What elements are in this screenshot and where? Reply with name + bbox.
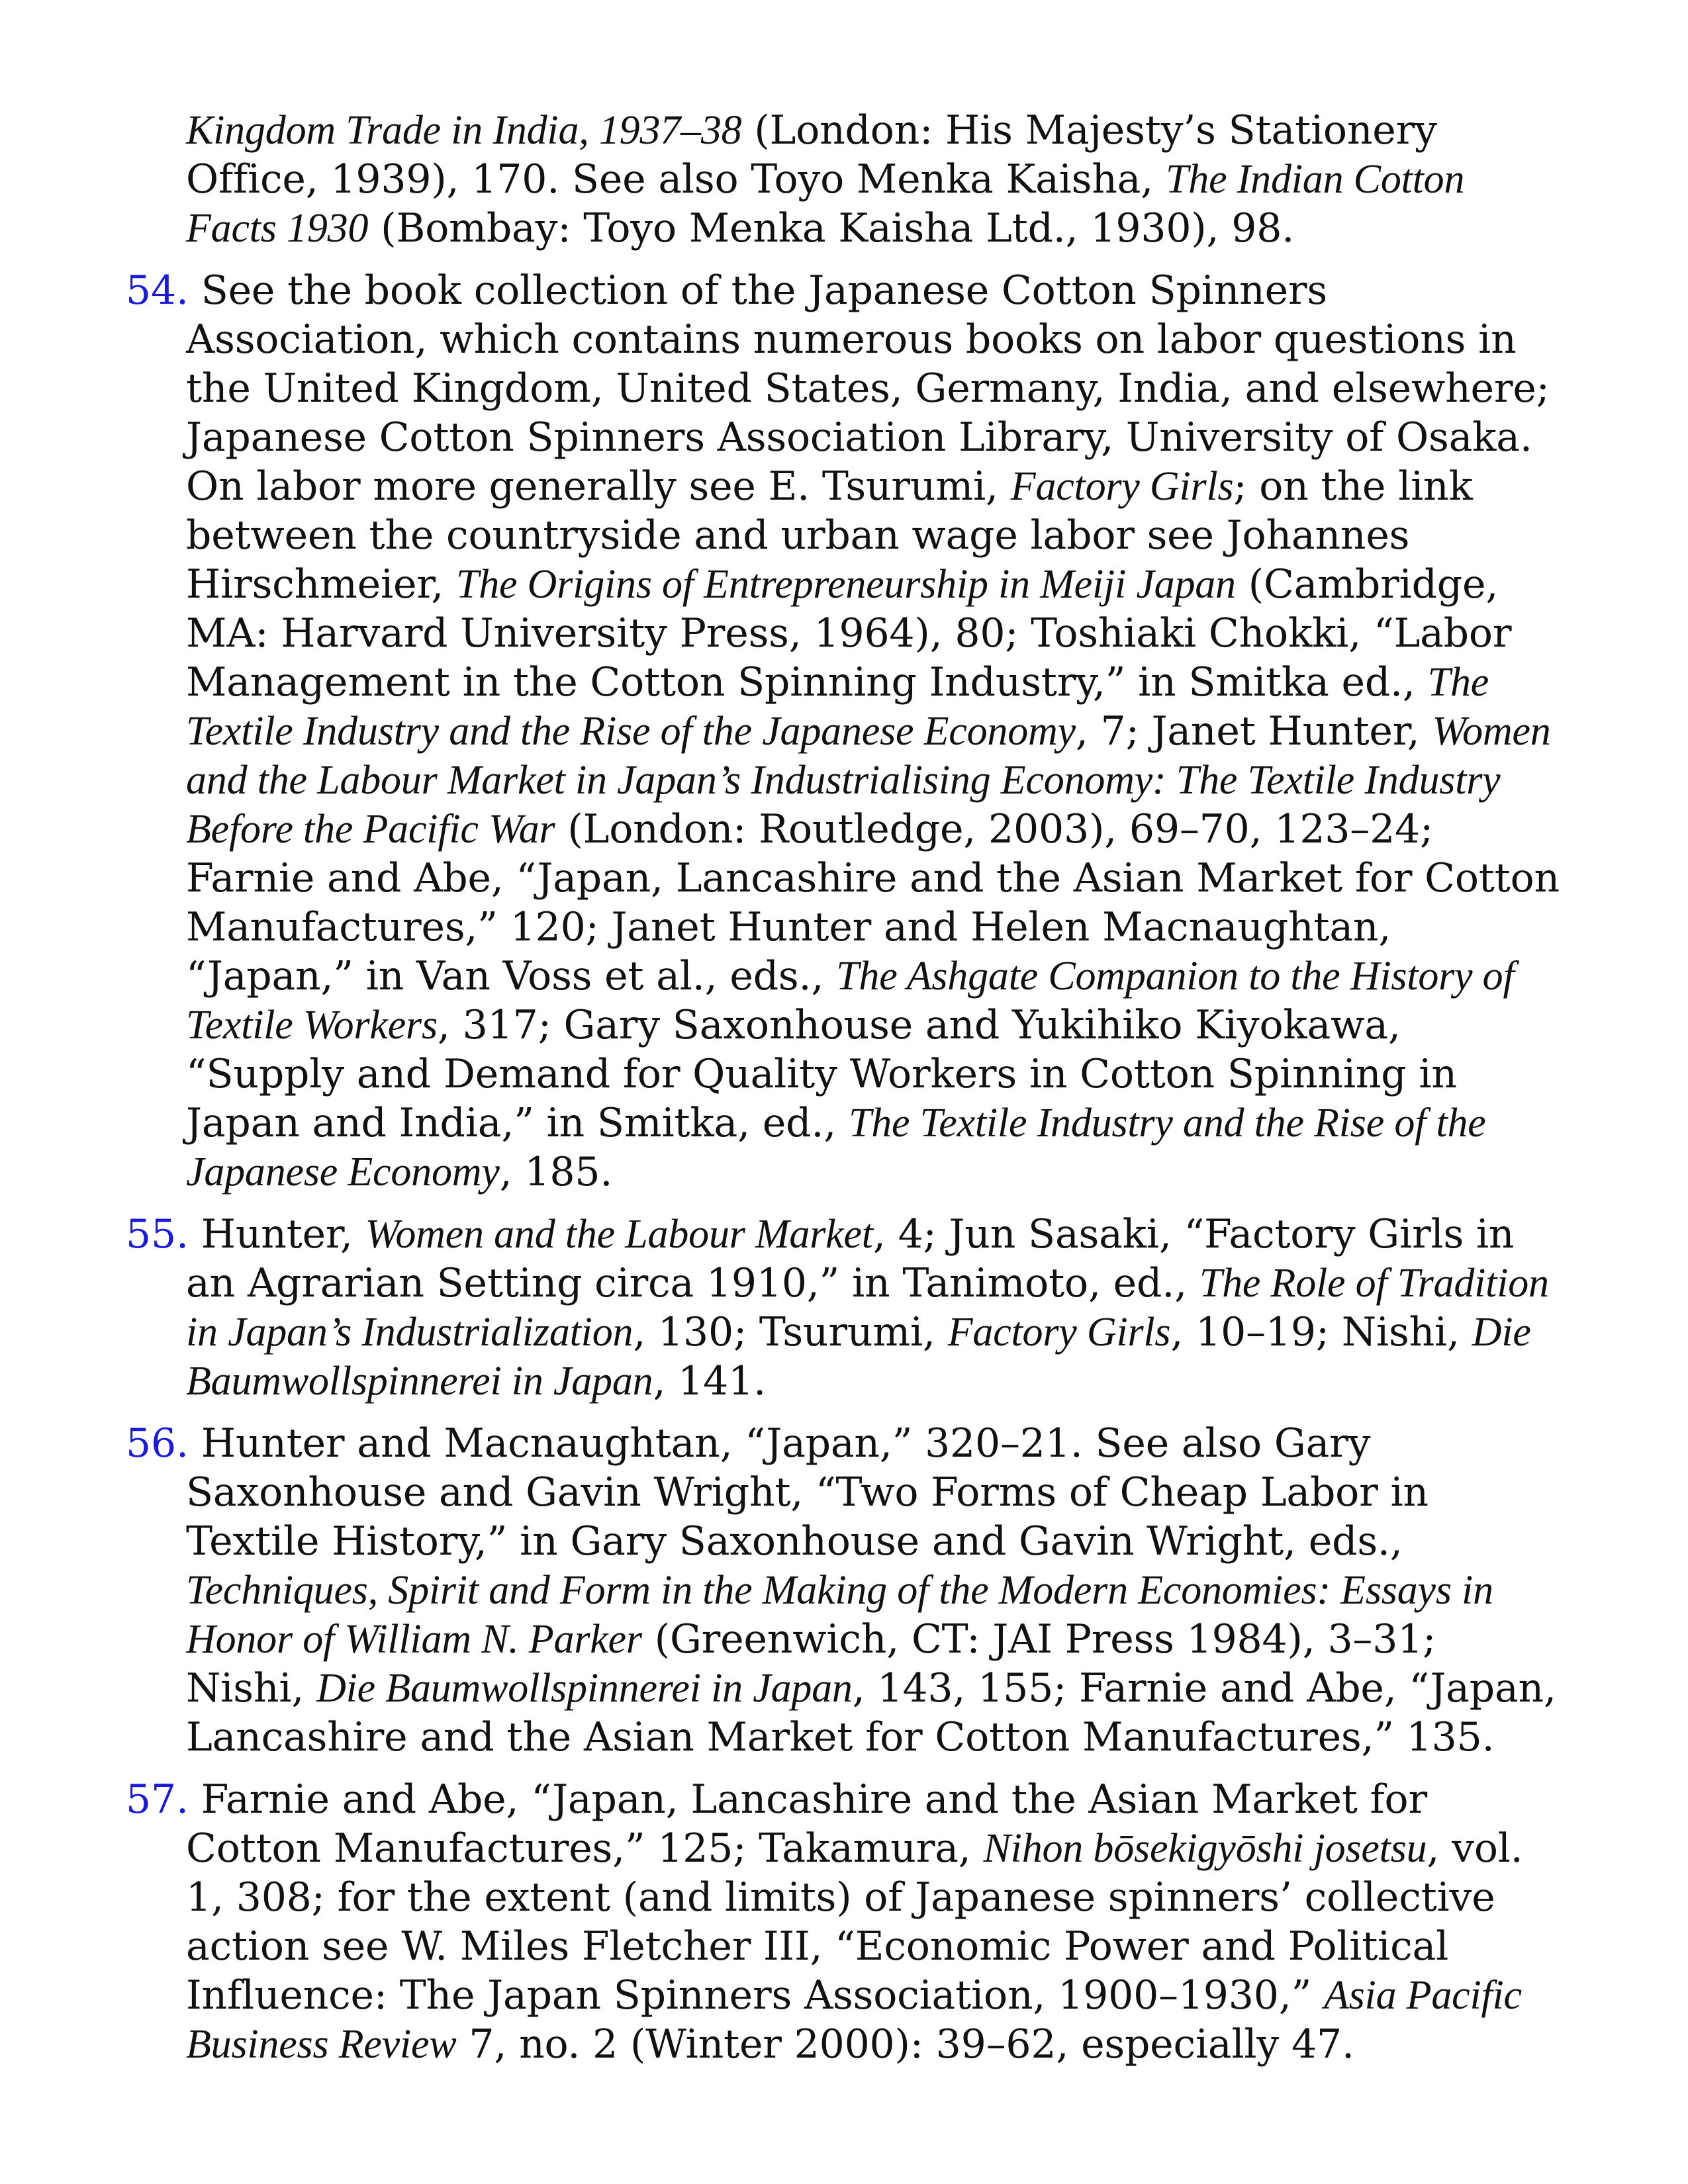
endnote-56: [126, 1419, 1562, 1762]
note-number-link[interactable]: 54.: [126, 267, 189, 314]
note-text: Farnie and Abe, “Japan, Lancashire and the Asian Market for Cotton Manufactures,” 125; Takamura, Nihon bōsekigyōshi josetsu, vol. 1, 308; for the extent (and limits) of Japanese spinners’ collective action see W. Miles Fletcher III, “Economic Power and Political Influence: The Japan Spinners Association, 1900–1930,” Asia Pacific Business Review 7, no. 2 (Winter 2000): 39–62, especially 47.: [186, 1776, 1523, 2068]
endnote-54: [126, 266, 1562, 1197]
endnotes-page: [126, 106, 1562, 2082]
note-text: Hunter and Macnaughtan, “Japan,” 320–21. See also Gary Saxonhouse and Gavin Wright, “Two Forms of Cheap Labor in Textile History,” in Gary Saxonhouse and Gavin Wright, eds., Techniques, Spirit and Form in the Making of the Modern Economies: Essays in Honor of William N. Parker (Greenwich, CT: JAI Press 1984), 3–31; Nishi, Die Baumwollspinnerei in Japan, 143, 155; Farnie and Abe, “Japan, Lancashire and the Asian Market for Cotton Manufactures,” 135.: [186, 1420, 1556, 1760]
endnote-55: [126, 1210, 1562, 1406]
note-number-link[interactable]: 55.: [126, 1211, 189, 1257]
note-text: Hunter, Women and the Labour Market, 4; Jun Sasaki, “Factory Girls in an Agrarian Setting circa 1910,” in Tanimoto, ed., The Role of Tradition in Japan’s Industrialization, 130; Tsurumi, Factory Girls, 10–19; Nishi, Die Baumwollspinnerei in Japan, 141.: [186, 1211, 1549, 1404]
endnote-57: [126, 1775, 1562, 2069]
note-number-link[interactable]: 57.: [126, 1776, 189, 1823]
note-text: See the book collection of the Japanese Cotton Spinners Association, which contains numerous books on labor questions in the United Kingdom, United States, Germany, India, and elsewhere; Japanese Cotton Spinners Association Library, University of Osaka. On labor more generally see E. Tsurumi, Factory Girls; on the link between the countryside and urban wage labor see Johannes Hirschmeier, The Origins of Entrepreneurship in Meiji Japan (Cambridge, MA: Harvard University Press, 1964), 80; Toshiaki Chokki, “Labor Management in the Cotton Spinning Industry,” in Smitka ed., The Textile Industry and the Rise of the Japanese Economy, 7; Janet Hunter, Women and the Labour Market in Japan’s Industrialising Economy: The Textile Industry Before the Pacific War (London: Routledge, 2003), 69–70, 123–24; Farnie and Abe, “Japan, Lancashire and the Asian Market for Cotton Manufactures,” 120; Janet Hunter and Helen Macnaughtan, “Japan,” in Van Voss et al., eds., The Ashgate Companion to the History of Textile Workers, 317; Gary Saxonhouse and Yukihiko Kiyokawa, “Supply and Demand for Quality Workers in Cotton Spinning in Japan and India,” in Smitka, ed., The Textile Industry and the Rise of the Japanese Economy, 185.: [186, 267, 1560, 1195]
note-text: Kingdom Trade in India, 1937–38 (London: His Majesty’s Stationery Office, 1939), 170. See also Toyo Menka Kaisha, The Indian Cotton Facts 1930 (Bombay: Toyo Menka Kaisha Ltd., 1930), 98.: [186, 107, 1465, 251]
endnote-53-continuation: [126, 106, 1562, 253]
note-number-link[interactable]: 56.: [126, 1420, 189, 1467]
